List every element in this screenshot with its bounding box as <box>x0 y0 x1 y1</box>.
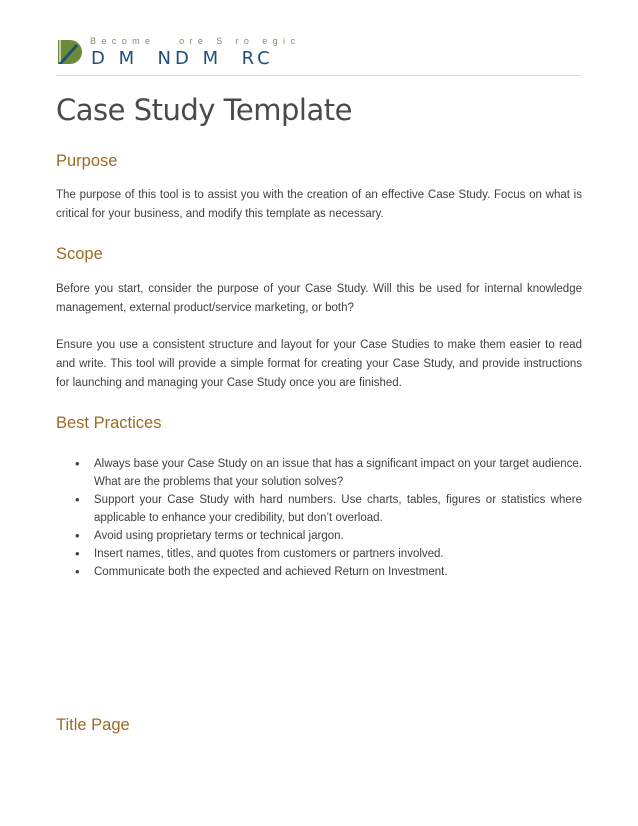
section-heading-purpose: Purpose <box>56 152 118 170</box>
scope-paragraph-2: Ensure you use a consistent structure and layout for your Case Studies to make them easier to read and write. This tool will provide a simple format for creating your Case Study, and provide instructions for launching and managing your Case Study once you are finished. <box>56 339 582 389</box>
list-item: • Always base your Case Study on an issue that has a significant impact on your target audience. What are the problems that your solution solves? <box>56 455 582 491</box>
purpose-paragraph: The purpose of this tool is to assist you with the creation of an effective Case Study. Focus on what is critical for your business, and modify this template as necessary. <box>56 189 582 220</box>
list-item: • Insert names, titles, and quotes from customers or partners involved. <box>56 545 582 563</box>
section-heading-scope: Scope <box>56 245 103 263</box>
logo-brand-name: D M ND M RC <box>91 48 274 69</box>
best-practices-list <box>56 455 582 581</box>
logo-tagline: Become ore S ro egic <box>90 36 301 46</box>
list-item: • Support your Case Study with hard numbers. Use charts, tables, figures or statistics where applicable to enhance your credibility, but don’t overload. <box>56 491 582 527</box>
header-divider <box>56 75 582 76</box>
document-header <box>56 34 582 76</box>
list-item: • Avoid using proprietary terms or technical jargon. <box>56 527 582 545</box>
company-logo-icon <box>56 38 84 66</box>
page-title: Case Study Template <box>56 93 352 127</box>
document-body <box>56 92 582 734</box>
section-heading-best-practices: Best Practices <box>56 414 162 432</box>
list-item: • Communicate both the expected and achieved Return on Investment. <box>56 563 582 581</box>
scope-paragraph-1: Before you start, consider the purpose of your Case Study. Will this be used for internal knowledge management, external product/service marketing, or both? <box>56 283 582 314</box>
section-heading-title-page: Title Page <box>56 716 130 734</box>
